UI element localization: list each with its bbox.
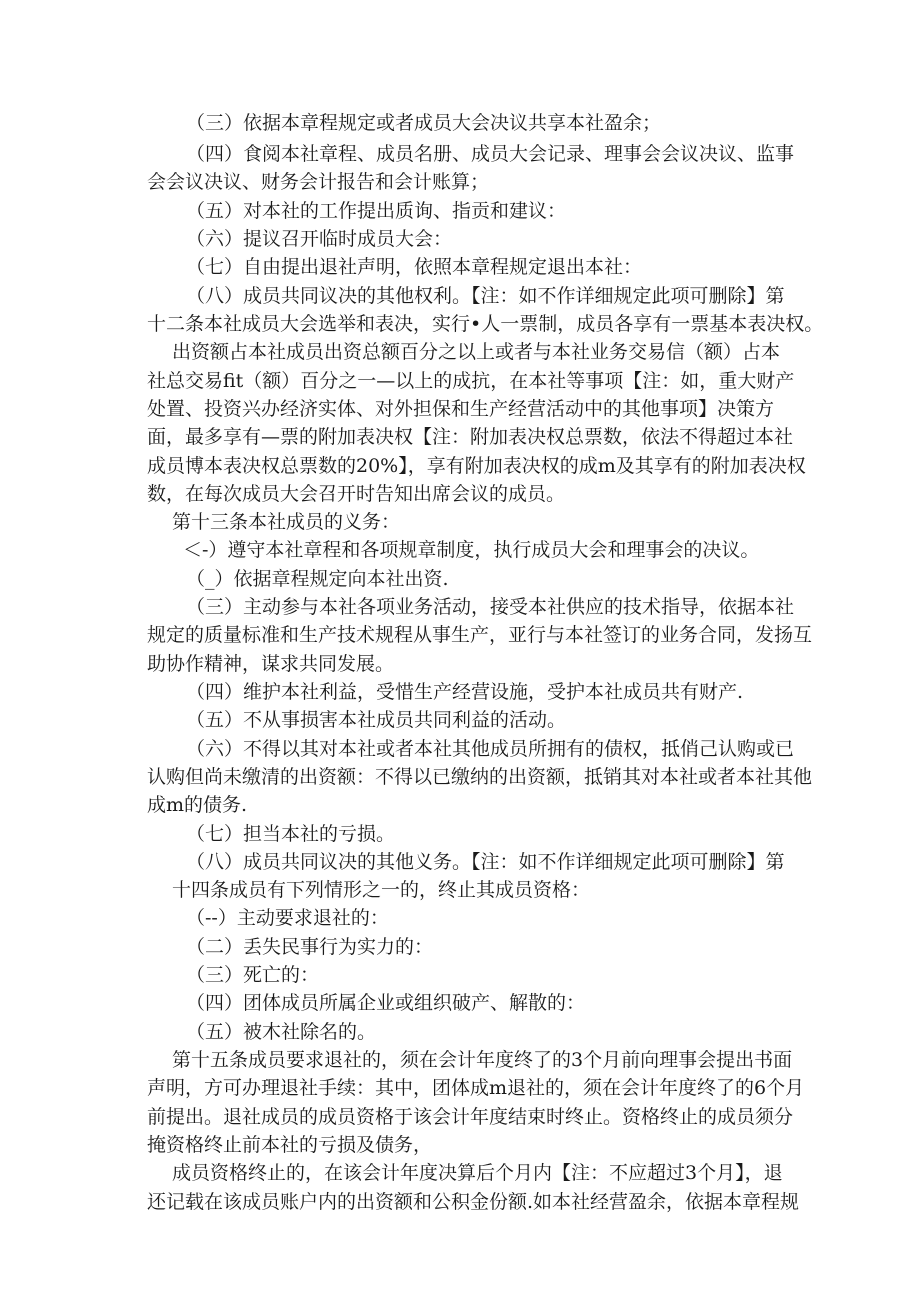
text-line: （四）团体成员所属企业或组织破产、解散的： <box>186 992 586 1014</box>
text-line: 第十五条成员要求退社的，须在会计年度终了的3个月前向理事会提出书面 <box>172 1049 793 1071</box>
text-line: 处置、投资兴办经济实体、对外担保和生产经营活动中的其他事项】决策方 <box>147 398 775 420</box>
text-line: （七）自由提出退社声明，依照本章程规定退出本社： <box>186 256 643 278</box>
text-line: 十四条成员有下列情形之一的，终止其成员资格： <box>172 879 591 901</box>
text-line: （六）不得以其对本社或者本社其他成员所拥有的债权，抵俏己认购或已 <box>186 738 795 760</box>
text-line: （三）依据本章程规定或者成员大会决议共享本社盈余； <box>186 112 662 134</box>
text-line: （二）丢失民事行为实力的： <box>186 936 434 958</box>
text-line: 面，最多享有—票的附加表决权【注：附加表决权总票数，依法不得超过本社 <box>147 426 794 448</box>
text-line: 掩资格终止前本社的亏损及债务， <box>147 1134 433 1156</box>
text-line: （三）主动参与本社各项业务活动，接受本社供应的技术指导，依据本社 <box>186 596 795 618</box>
text-line: （_）依据章程规定向本社出资. <box>186 568 449 590</box>
text-line: 会会议决议、财务会计报告和会计账算； <box>147 171 490 193</box>
text-line: 前提出。退社成员的成员资格于该会计年度结束时终止。资格终止的成员须分 <box>147 1106 794 1128</box>
text-line: （五）不从事损害本社成员共同利益的活动。 <box>186 709 567 731</box>
text-line: 还记载在该成员账户内的出资额和公积金份额.如本社经营盈余，依据本章程规 <box>147 1191 800 1213</box>
text-line: （五）对本社的工作提出质询、指贡和建议： <box>186 200 567 222</box>
text-line: 成m的债务. <box>147 794 248 816</box>
text-line: 成员资格终止的，在该会计年度决算后个月内【注：不应超过3个月】，退 <box>172 1162 783 1184</box>
text-line: （三）死亡的： <box>186 964 320 986</box>
text-line: 规定的质量标准和生产技术规程从事生产，亚行与本社签订的业务合同，发扬互 <box>147 624 813 646</box>
text-line: （六）提议召开临时成员大会： <box>186 228 453 250</box>
text-line: 出资额占本社成员出资总额百分之以上或者与本社业务交易信（额）占本 <box>172 341 781 363</box>
text-line: ＜-）遵守本社章程和各项规章制度，执行成员大会和理事会的决议。 <box>183 539 760 561</box>
text-line: 社总交易fit（额）百分之一—以上的成抗，在本社等事项【注：如，重大财产 <box>147 370 795 392</box>
text-line: 声明，方可办理退社手续：其中，团体成m退社的，须在会计年度终了的6个月 <box>147 1077 805 1099</box>
text-line: （四）食阅本社章程、成员名册、成员大会记录、理事会会议决议、监事 <box>186 143 795 165</box>
text-line: 十二条本社成员大会选举和表决，实行•人一票制，成员各享有一票基本表决权。 <box>147 313 824 335</box>
text-line: 数，在每次成员大会召开时告知出席会议的成员。 <box>147 483 566 505</box>
text-line: （七）担当本社的亏损。 <box>186 823 396 845</box>
text-line: （八）成员共同议决的其他权利。【注：如不作详细规定此项可删除】第 <box>186 285 785 307</box>
text-line: （五）被木社除名的。 <box>186 1021 377 1043</box>
text-line: 第十三条本社成员的义务： <box>172 511 401 533</box>
text-line: 助协作精神，谋求共同发展。 <box>147 653 395 675</box>
text-line: （--）主动要求退社的： <box>186 907 389 929</box>
text-line: 认购但尚未缴清的出资额：不得以已缴纳的出资额，抵销其对本社或者本社其他 <box>147 766 813 788</box>
text-line: 成员博本表决权总票数的20%】，享有附加表决权的成m及其享有的附加表决权 <box>147 455 806 477</box>
text-line: （四）维护本社利益，受惜生产经营设施，受护本社成员共有财产. <box>186 681 744 703</box>
text-line: （八）成员共同议决的其他义务。【注：如不作详细规定此项可删除】第 <box>186 851 785 873</box>
